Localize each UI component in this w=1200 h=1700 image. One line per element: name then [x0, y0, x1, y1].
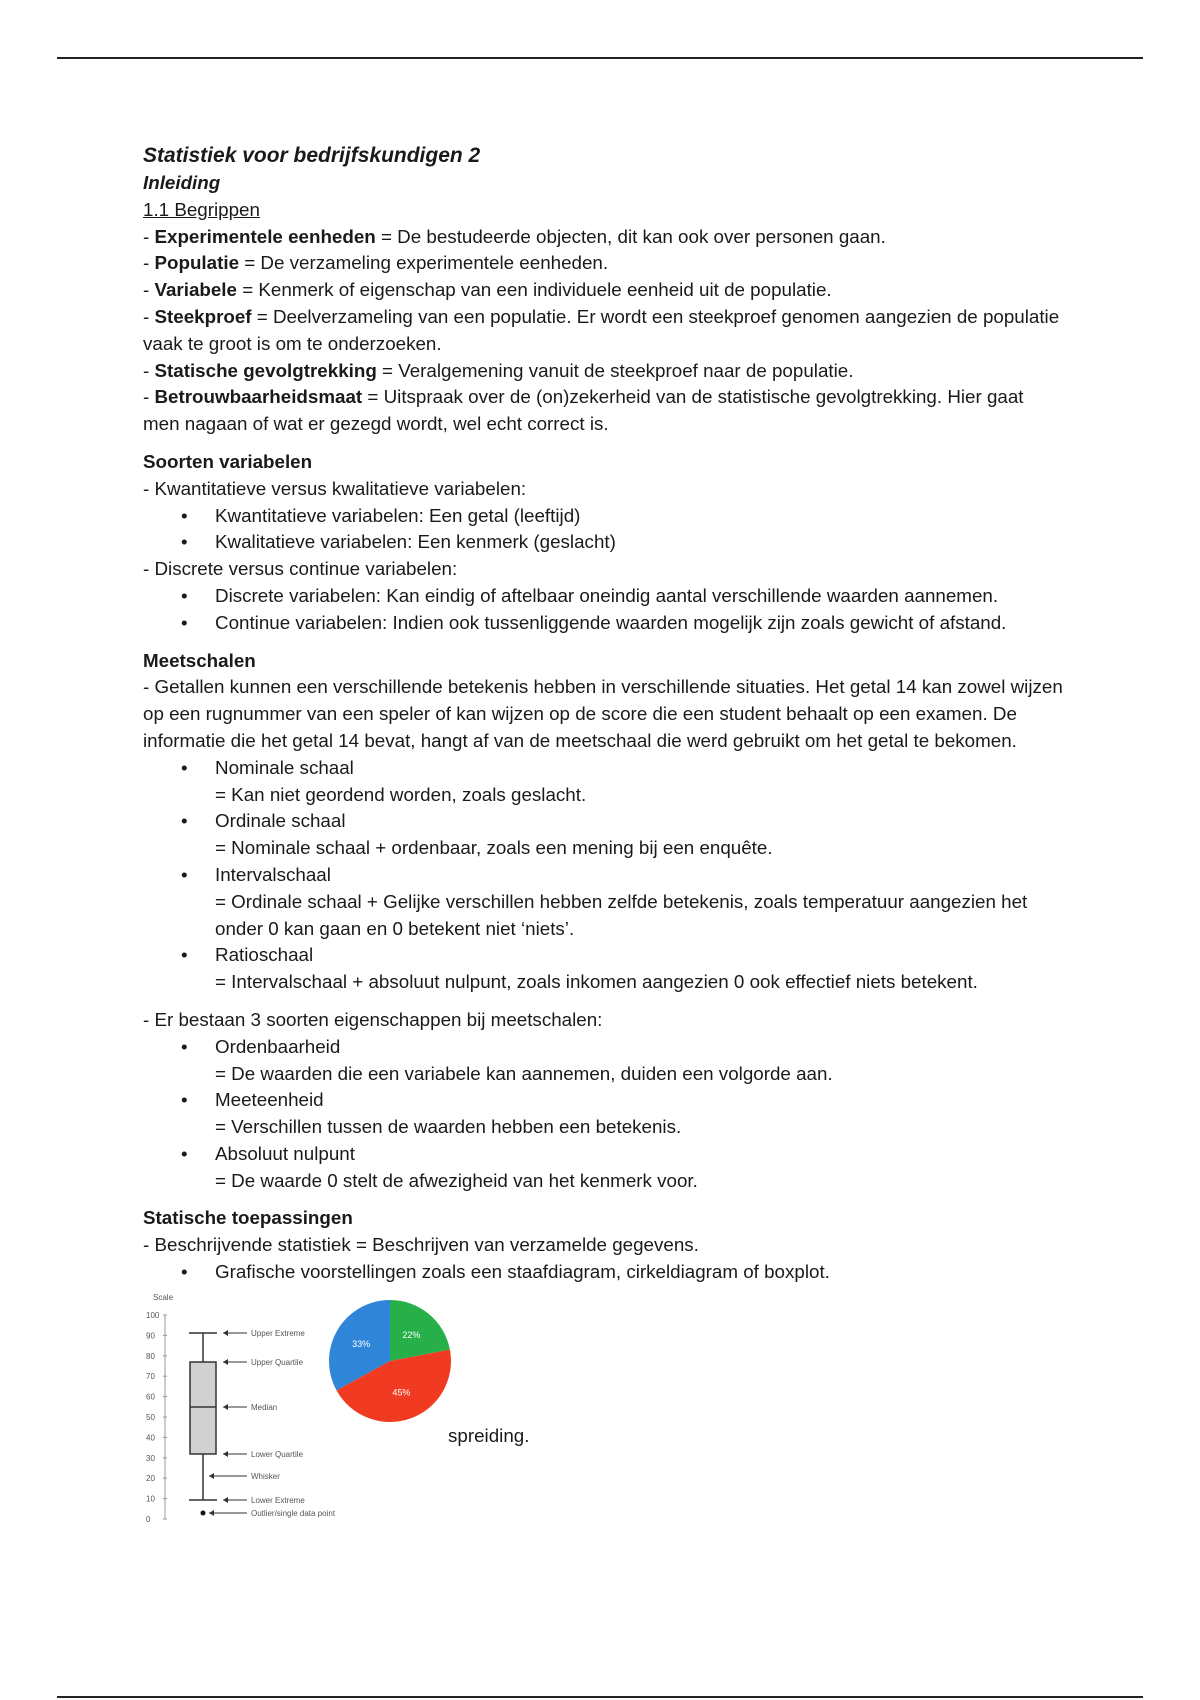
scale-name: • Ordinale schaal [215, 810, 346, 832]
boxplot-tick-label: 50 [146, 1412, 155, 1422]
term-definition: = De verzameling experimentele eenheden. [239, 252, 609, 274]
term-item: - Experimentele eenheden = De bestudeerde objecten, dit kan ook over personen gaan. [143, 225, 886, 247]
pie-chart-figure [327, 1298, 453, 1424]
term-item: - Steekproef = Deelverzameling van een populatie. Er wordt een steekproef genomen aangezien de populatie vaak te groot is om te onderzoeken. [143, 305, 1060, 354]
meetschalen-intro-2: - Er bestaan 3 soorten eigenschappen bij meetschalen: [143, 1008, 603, 1030]
term-item: - Statische gevolgtrekking = Veralgemening vanuit de steekproef naar de populatie. [143, 359, 854, 381]
property-description: = De waarden die een variabele kan aannemen, duiden een volgorde aan. [215, 1062, 833, 1084]
boxplot-arrowhead [209, 1473, 214, 1479]
term-item: - Populatie = De verzameling experimentele eenheden. [143, 252, 609, 274]
soorten-intro-2: - Discrete versus continue variabelen: [143, 558, 458, 580]
toepassingen-list [143, 1259, 1063, 1286]
boxplot-annotation: Outlier/single data point [251, 1508, 336, 1518]
scale-name: • Ratioschaal [215, 944, 314, 966]
property-name: • Meeteenheid [215, 1089, 324, 1111]
term-definition: = Veralgemening vanuit de steekproef naar de populatie. [376, 359, 854, 381]
heading-soorten-variabelen: Soorten variabelen [143, 450, 313, 472]
list-item [143, 1141, 1063, 1195]
list-item [143, 1034, 1063, 1088]
boxplot-annotation: Median [251, 1402, 278, 1412]
list-item: • Grafische voorstellingen zoals een staafdiagram, cirkeldiagram of boxplot. [143, 1259, 1063, 1286]
scale-name: • Intervalschaal [215, 863, 331, 885]
list-item [143, 862, 1063, 942]
scale-description: = Intervalschaal + absoluut nulpunt, zoals inkomen aangezien 0 ook effectief niets betekent. [215, 971, 978, 993]
boxplot-tick-label: 20 [146, 1474, 155, 1484]
property-description: = Verschillen tussen de waarden hebben een betekenis. [215, 1116, 682, 1138]
boxplot-arrowhead [223, 1330, 228, 1336]
boxplot-tick-label: 10 [146, 1494, 155, 1504]
list-item: • Discrete variabelen: Kan eindig of aftelbaar oneindig aantal verschillende waarden aannemen. [143, 583, 1063, 610]
boxplot-tick-label: 60 [146, 1392, 155, 1402]
scale-description: = Kan niet geordend worden, zoals geslacht. [215, 783, 587, 805]
boxplot-arrowhead [223, 1404, 228, 1410]
soorten-list-1 [143, 503, 1063, 557]
property-name: • Ordenbaarheid [215, 1035, 341, 1057]
list-item: • Continue variabelen: Indien ook tussenliggende waarden mogelijk zijn zoals gewicht of afstand. [143, 610, 1063, 637]
list-item: • Kwantitatieve variabelen: Een getal (leeftijd) [143, 503, 1063, 530]
term-item: - Betrouwbaarheidsmaat = Uitspraak over de (on)zekerheid van de statistische gevolgtrekking. Hier gaat men nagaan of wat er gezegd wordt, wel echt correct is. [143, 386, 1024, 435]
soorten-intro-1: - Kwantitatieve versus kwalitatieve variabelen: [143, 477, 527, 499]
boxplot-tick-label: 70 [146, 1372, 155, 1382]
property-name: • Absoluut nulpunt [215, 1142, 355, 1164]
scales-list [143, 755, 1063, 996]
pie-slice-label: 22% [402, 1330, 421, 1341]
boxplot-tick-label: 30 [146, 1453, 155, 1463]
footer-rule [57, 1696, 1143, 1698]
list-item [143, 942, 1063, 996]
term-name: Betrouwbaarheidsmaat [154, 386, 363, 408]
boxplot-outlier [201, 1510, 206, 1515]
document-title: Statistiek voor bedrijfskundigen 2 [143, 144, 481, 167]
boxplot-tick-label: 100 [146, 1310, 160, 1320]
heading-meetschalen: Meetschalen [143, 649, 256, 671]
term-definition: = Kenmerk of eigenschap van een individuele eenheid uit de populatie. [236, 279, 832, 301]
scale-description: = Nominale schaal + ordenbaar, zoals een mening bij een enquête. [215, 837, 773, 859]
boxplot-tick-label: 0 [146, 1514, 151, 1524]
list-item [143, 808, 1063, 862]
header-rule [57, 57, 1143, 59]
boxplot-arrowhead [223, 1451, 228, 1457]
boxplot-annotation: Lower Quartile [251, 1449, 304, 1459]
term-name: Variabele [154, 279, 237, 301]
term-definition: = De bestudeerde objecten, dit kan ook over personen gaan. [375, 225, 886, 247]
boxplot-annotation: Upper Quartile [251, 1357, 304, 1367]
section-heading-begrippen: 1.1 Begrippen [143, 198, 260, 220]
list-item: • Kwalitatieve variabelen: Een kenmerk (geslacht) [143, 529, 1063, 556]
heading-statische-toepassingen: Statische toepassingen [143, 1207, 353, 1229]
list-item [143, 755, 1063, 809]
pie-slice-label: 45% [392, 1387, 411, 1398]
boxplot-labels [209, 1329, 336, 1518]
boxplot-arrowhead [209, 1510, 214, 1516]
document-page [143, 142, 1063, 1535]
pie-slice-label: 33% [352, 1338, 371, 1349]
term-name: Statische gevolgtrekking [154, 359, 377, 381]
soorten-list-2 [143, 583, 1063, 637]
term-name: Experimentele eenheden [154, 225, 376, 247]
boxplot-tick-label: 80 [146, 1351, 155, 1361]
terms-list [143, 224, 1063, 438]
boxplot-tick-label: 40 [146, 1433, 155, 1443]
meetschalen-intro: - Getallen kunnen een verschillende betekenis hebben in verschillende situaties. Het getal 14 kan zowel wijzen op een rugnummer van een speler of kan wijzen op de score die een student behaalt op een examen. De informatie die het getal 14 bevat, hangt af van de meetschaal die werd gebruikt om het getal te bekomen. [143, 676, 1063, 751]
trailing-text: spreiding. [448, 1424, 530, 1446]
boxplot-ticks [146, 1311, 167, 1524]
figures-row [143, 1290, 1063, 1535]
scale-name: • Nominale schaal [215, 756, 354, 778]
toepassingen-intro: - Beschrijvende statistiek = Beschrijven van verzamelde gegevens. [143, 1234, 699, 1256]
boxplot-annotation: Lower Extreme [251, 1495, 305, 1505]
term-name: Steekproef [154, 305, 252, 327]
scale-description: = Ordinale schaal + Gelijke verschillen hebben zelfde betekenis, zoals temperatuur aangezien het onder 0 kan gaan en 0 betekent niet ‘niets’. [215, 890, 1028, 939]
term-item: - Variabele = Kenmerk of eigenschap van een individuele eenheid uit de populatie. [143, 279, 832, 301]
boxplot-box [190, 1362, 216, 1454]
document-subtitle: Inleiding [143, 172, 221, 193]
boxplot-tick-label: 90 [146, 1331, 155, 1341]
boxplot-arrowhead [223, 1359, 228, 1365]
boxplot-annotation: Whisker [251, 1471, 280, 1481]
term-name: Populatie [154, 252, 240, 274]
properties-list [143, 1034, 1063, 1195]
list-item [143, 1087, 1063, 1141]
boxplot-annotation: Upper Extreme [251, 1328, 305, 1338]
boxplot-arrowhead [223, 1497, 228, 1503]
property-description: = De waarde 0 stelt de afwezigheid van het kenmerk voor. [215, 1169, 698, 1191]
term-definition: = Deelverzameling van een populatie. Er wordt een steekproef genomen aangezien de populatie vaak te groot is om te onderzoeken. [143, 305, 1060, 354]
term-definition: = Uitspraak over de (on)zekerheid van de statistische gevolgtrekking. Hier gaat men nagaan of wat er gezegd wordt, wel echt correct is. [143, 386, 1024, 435]
boxplot-scale-label: Scale [153, 1292, 174, 1302]
